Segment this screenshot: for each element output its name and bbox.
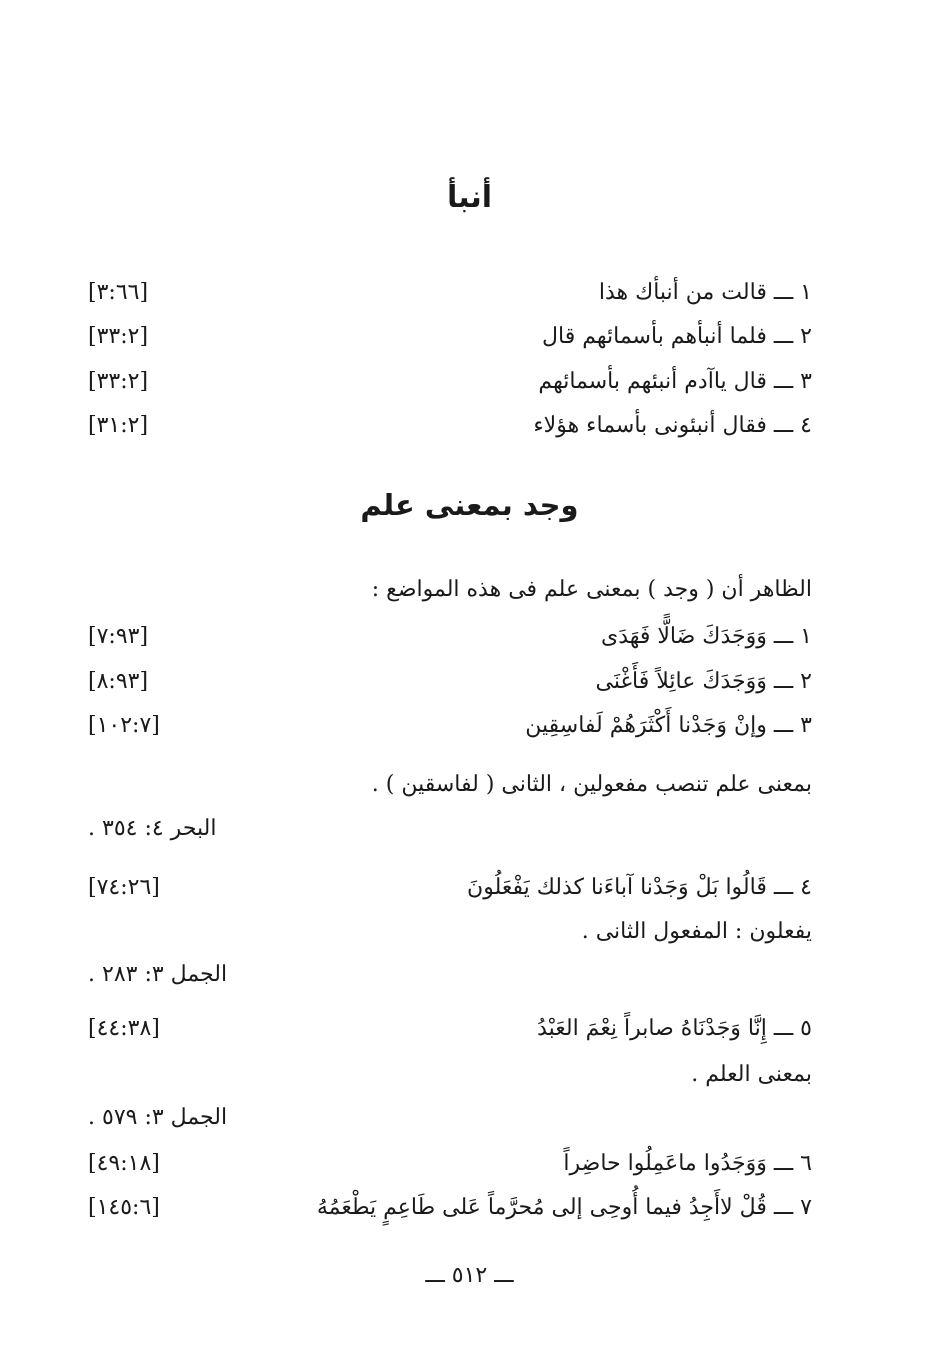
verse-reference: [٣٣:٢]	[88, 324, 149, 349]
page-number: ـــ ٥١٢ ـــ	[425, 1263, 514, 1288]
note-paragraph: بمعنى العلم .	[691, 1062, 812, 1087]
entry-row	[88, 272, 812, 314]
heading-wajada: وجد بمعنى علم	[360, 488, 579, 522]
entry-row	[88, 316, 812, 358]
entry-row	[88, 1008, 812, 1050]
intro-paragraph: الظاهر أن ( وجد ) بمعنى علم فى هذه المواضع :	[371, 577, 812, 602]
entry-row	[88, 1187, 812, 1229]
verse-reference: [٣١:٢]	[88, 413, 149, 438]
entry-text: ٣ ـــ وإنْ وَجَدْنا أَكْثَرَهُمْ لَفاسِقِين	[525, 713, 812, 738]
entry-text: ٤ ـــ قَالُوا بَلْ وَجَدْنا آباءَنا كذلك يَفْعَلُونَ	[467, 875, 812, 900]
verse-reference: [١٠٢:٧]	[88, 713, 160, 738]
entry-row	[88, 405, 812, 447]
note-paragraph: يفعلون : المفعول الثانى .	[581, 919, 812, 944]
entry-text: ٣ ـــ قال ياآدم أنبئهم بأسمائهم	[538, 369, 812, 394]
entry-row	[88, 361, 812, 403]
entry-text: ١ ـــ قالت من أنبأك هذا	[598, 280, 812, 305]
verse-reference: [٣:٦٦]	[88, 280, 149, 305]
verse-reference: [٧:٩٣]	[88, 624, 149, 649]
entry-text: ٧ ـــ قُلْ لاأَجِدُ فيما أُوحِى إلى مُحرَّماً عَلى طَاعِمٍ يَطْعَمُهُ	[316, 1195, 812, 1220]
verse-reference: [٣٣:٢]	[88, 369, 149, 394]
entry-text: ٥ ـــ إِنَّا وَجَدْنَاهُ صابراً نِعْمَ العَبْدُ	[537, 1016, 812, 1041]
entry-text: ١ ـــ وَوَجَدَكَ ضَالًّا فَهَدَى	[600, 624, 812, 649]
heading-anba: أنبأ	[446, 180, 493, 215]
note-paragraph: بمعنى علم تنصب مفعولين ، الثانى ( لفاسقين ) .	[371, 772, 812, 797]
verse-reference: [٤٩:١٨]	[88, 1151, 160, 1176]
entry-text: ٢ ـــ وَوَجَدَكَ عائِلاً فَأَغْنَى	[595, 669, 812, 694]
entry-text: ٤ ـــ فقال أنبئونى بأسماء هؤلاء	[533, 413, 812, 438]
entry-row	[88, 661, 812, 703]
source-citation: الجمل ٣: ٢٨٣ .	[88, 962, 228, 987]
verse-reference: [٧٤:٢٦]	[88, 875, 160, 900]
entry-row	[88, 867, 812, 909]
entry-text: ٢ ـــ فلما أنبأهم بأسمائهم قال	[542, 324, 812, 349]
entry-text: ٦ ـــ وَوَجَدُوا ماعَمِلُوا حاضِراً	[563, 1151, 812, 1176]
source-citation: الجمل ٣: ٥٧٩ .	[88, 1105, 228, 1130]
source-citation: البحر ٤: ٣٥٤ .	[88, 816, 217, 841]
entry-row	[88, 705, 812, 747]
verse-reference: [٨:٩٣]	[88, 669, 149, 694]
entry-row	[88, 616, 812, 658]
verse-reference: [٤٤:٣٨]	[88, 1016, 160, 1041]
entry-row	[88, 1143, 812, 1185]
verse-reference: [١٤٥:٦]	[88, 1195, 160, 1220]
